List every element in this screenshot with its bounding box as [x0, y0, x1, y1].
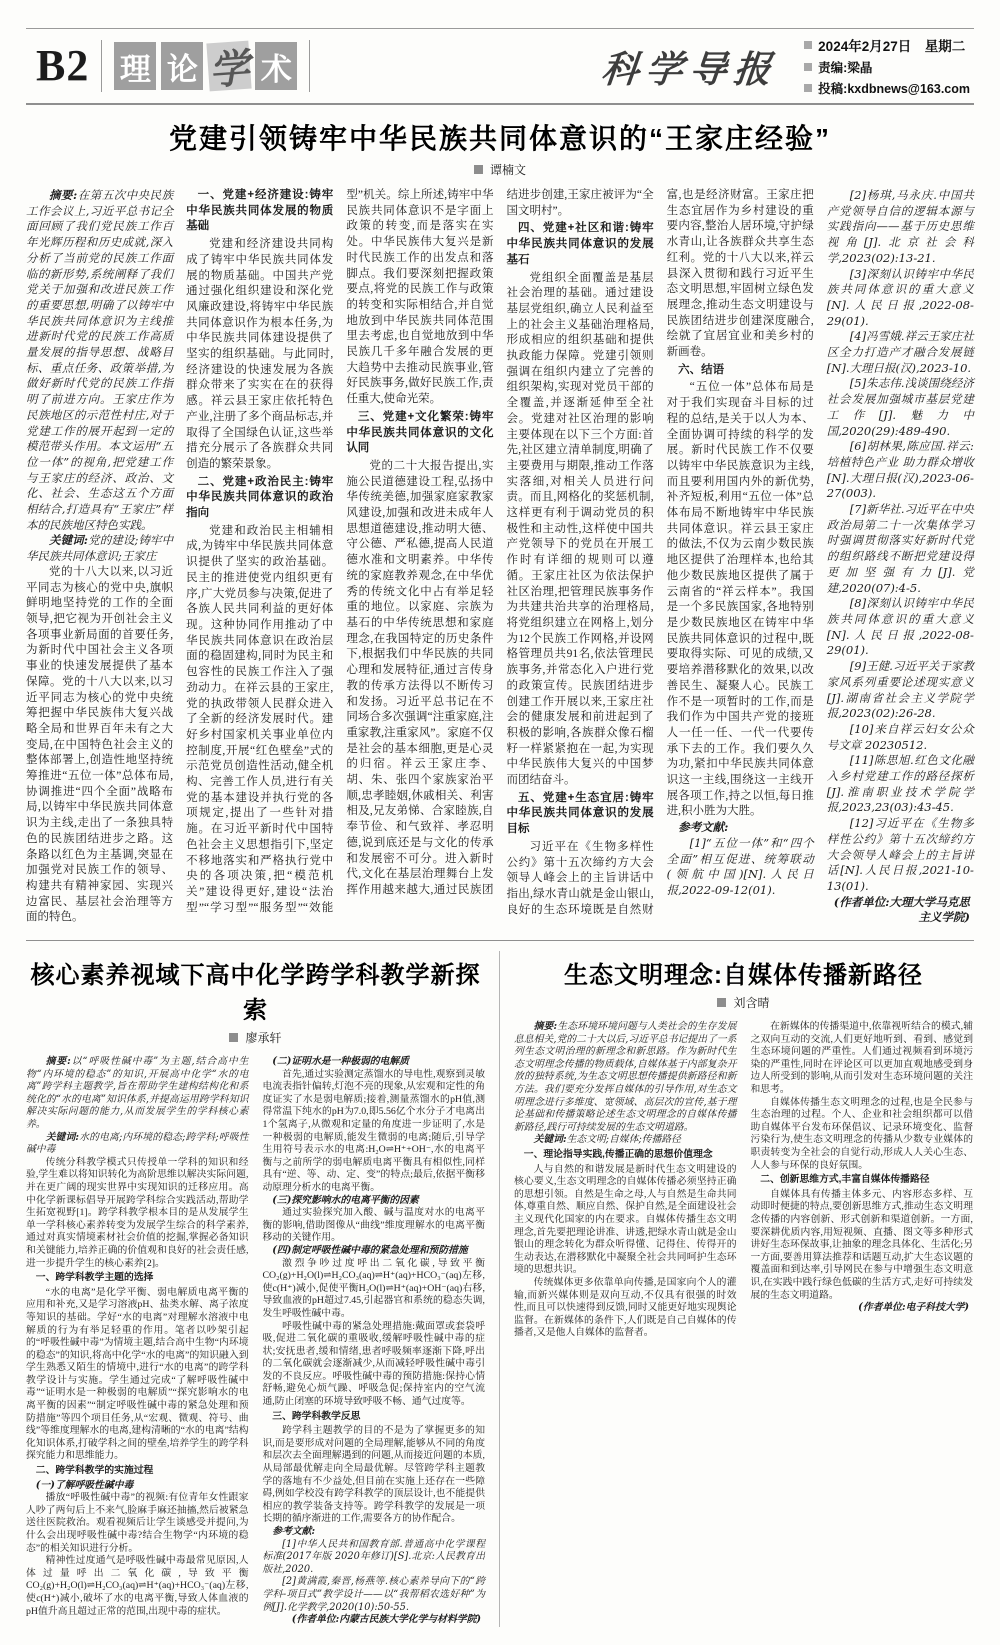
author-affiliation: (作者单位:电子科技大学) [858, 1302, 969, 1314]
author-affiliation: (作者单位:大理大学马克思主义学院) [833, 894, 970, 925]
editor-line: 责编:梁晶 [804, 58, 970, 76]
paragraph: 关键词:生态文明;自媒体;传播路径 [533, 1134, 681, 1146]
section-char-box: 学 [207, 41, 252, 92]
paragraph: 党组织全面覆盖是基层社会治理的基础。通过建设基层党组织,确立人民利益至上的社会主义基础治理格局,形成相应的组织基础和提供执政能力保障。党建引领则强调在组织内建立了完善的组织架构,实现对党员干部的全覆盖,并逐渐延伸至全社会。党建对社区治理的影响主要体现在以下三个方面:首先,社区建立清单制度,明确了主要费用与期限,推动工作落实落细,对相关人员进行问责。而且,网格化的奖惩机制,这样更有利于调动党员的积极性和主动性,这样使中国共产党领导下的党员在开展工作时有详细的规则可以遵循。王家庄社区为依法保护社区治理,把管理民族事务作为共建共治共享的治理格局,将党组织建立在网格上,划分为12个民族工作网格,并设网格管理员共91名,依法管理民族事务,并常态化入户进行党的政策宣传。民族团结进步创建工作开展以来,王家庄社会的健康发展和前进起到了积极的影响,各族群众像石榴籽一样紧紧抱在一起,为实现中华民族伟大复兴的中国梦而团结奋斗。 [506, 271, 654, 787]
header-info [804, 35, 970, 97]
paragraph: 摘要:在第五次中央民族工作会议上,习近平总书记全面回顾了我们党民族工作百年光辉历程和历史成就,深入分析了当前党的民族工作面临的新形势,系统阐释了我们党关于加强和改进民族工作的重要思想,明确了以铸牢中华民族共同体意识为主线推进新时代党的民族工作高质量发展的指导思想、战略目标、重点任务、政策举措,为做好新时代党的民族工作指明了前进方向。王家庄作为民族地区的示范性村庄,对于党建工作的展开起到一定的模范带头作用。本文运用“五位一体”的视角,把党建工作与王家庄的经济、政治、文化、社会、生态这五个方面相结合,打造具有“王家庄”样本的民族地区特色实践。 [26, 188, 174, 532]
header-divider [309, 40, 310, 92]
paragraph: [12]习近平在《生物多样性公约》第十五次缔约方大会领导人峰会上的主旨讲话[N].人民日报,2021-10-13(01). [826, 816, 974, 893]
bullet-square-icon [804, 41, 812, 49]
section-heading: 一、党建+经济建设:铸牢中华民族共同体发展的物质基础 [186, 189, 334, 233]
paragraph: 习近平在《生物多样性公约》第十五次缔约方大会领导人峰会上的主旨讲话中指出,绿水青山就是金山银山,良好的生态环境既是自然财富,也是经济财富。王家庄把生态宜居作为乡村建设的重要内容,整治人居环境,守护绿水青山,让各族群众共享生态红利。党的十八大以来,祥云县深入贯彻和践行习近平生态文明思想,牢固树立绿色发展理念,推动生态文明建设与民族团结进步创建深度融合,绘就了宜居宜业和美乡村的新画卷。 [506, 189, 814, 916]
section-heading: 一、跨学科教学主题的选择 [35, 1272, 154, 1284]
paragraph: 关键词:水的电离;内环境的稳态;跨学科;呼吸性碱中毒 [26, 1131, 249, 1156]
byline-square-icon [717, 998, 726, 1007]
header-left [36, 40, 310, 92]
bullet-square-icon [804, 63, 812, 71]
bottom-articles-row [26, 951, 974, 1627]
edition-label: B2 [36, 41, 90, 90]
author-name: 廖承轩 [245, 1031, 282, 1046]
vertical-divider [499, 951, 500, 1627]
paragraph: 激烈争吵过度呼出二氧化碳,导致平衡CO₂(g)+H₂O(l)⇌H₂CO₃(aq)⇌H⁺(aq)+HCO₃⁻(aq)左移,使c(H⁺)减小,促使平衡H₂O(l)⇌H⁺(aq)+OH⁻(aq)右移,导致血液的pH超过7.45,引起器官和系统的稳态失调,发生呼吸性碱中毒。 [262, 1257, 485, 1319]
section-heading: 三、跨学科教学反思 [272, 1410, 361, 1422]
article-body-columns [26, 1056, 485, 1627]
article-title: 党建引领铸牢中华民族共同体意识的“王家庄经验” [168, 123, 831, 154]
paragraph: [7]新华社.习近平在中央政治局第二十一次集体学习时强调贯彻落实好新时代党的组织路线不断把党建设得更加坚强有力[J].党建,2020(07):4-5. [826, 502, 974, 595]
author-name: 谭楠文 [489, 163, 526, 177]
section-divider-rule [26, 940, 974, 941]
page-header [26, 29, 974, 103]
section-char-box: 论 [161, 42, 203, 90]
paragraph: [11]陈思旭.红色文化融入乡村党建工作的路径探析[J].淮南职业技术学院学报,2023,23(03):43-45. [826, 753, 974, 815]
section-heading: 三、党建+文化繁荣:铸牢中华民族共同体意识的文化认同 [346, 410, 494, 455]
header-divider [101, 40, 102, 92]
paragraph: 关键词:党的建设;铸牢中华民族共同体意识;王家庄 [26, 533, 174, 564]
paragraph: 自媒体传播生态文明理念的过程,也是全民参与生态治理的过程。个人、企业和社会组织都可以借助自媒体平台发布环保倡议、记录环境变化、监督污染行为,使生态文明理念的传播从少数专业媒体的职责转变为全社会的自觉行动,形成人人关心生态、人人参与环保的良好氛围。 [750, 1096, 973, 1171]
section-heading: (二)证明水是一种极弱的电解质 [272, 1056, 409, 1068]
byline-square-icon [229, 1033, 238, 1042]
article-body-columns [514, 1021, 973, 1340]
section-heading: 六、结语 [678, 363, 725, 376]
paragraph: [3]深刻认识铸牢中华民族共同体意识的重大意义[N].人民日报,2022-08-29(01). [826, 266, 974, 328]
byline-square-icon [474, 165, 483, 174]
byline [514, 994, 973, 1011]
section-heading: (三)探究影响水的电离平衡的因素 [272, 1194, 419, 1206]
section-heading: (一)了解呼吸性碱中毒 [35, 1479, 134, 1491]
paragraph: [4]冯雪娥.祥云王家庄社区全力打造产才融合发展链[N].大理日报(汉),2023-10. [826, 329, 974, 375]
submit-line: 投稿:kxdbnews@163.com [804, 79, 970, 97]
paragraph: 自媒体具有传播主体多元、内容形态多样、互动即时便捷的特点,要创新思维方式,推动生态文明理念传播的内容创新、形式创新和渠道创新。一方面,要深耕优质内容,用短视频、直播、图文等多种形式讲好生态环保故事,让抽象的理念具体化、生活化;另一方面,要善用算法推荐和话题互动,扩大生态议题的覆盖面和到达率,引导网民在参与中增强生态文明意识,在实践中践行绿色低碳的生活方式,走好可持续发展的生态文明道路。 [750, 1188, 973, 1301]
author-name: 刘含晴 [733, 996, 770, 1011]
paragraph: 党的十八大以来,以习近平同志为核心的党中央,旗帜鲜明地坚持党的工作的全面领导,把它视为开创社会主义各项事业新局面的首要任务,为新时代中国社会主义各项事业的快速发展提供了基本保障。党的十八大以来,以习近平同志为核心的党中央统筹把握中华民族伟大复兴战略全局和世界百年未有之大变局,在中国特色社会主义的整体部署上,创造性地坚持统筹推进“五位一体”总体布局,协调推进“四个全面”战略布局,以铸牢中华民族共同体意识为主线,走出了一条独具特色的民族团结进步之路。这条路以红色为主基调,突显在加强党对民族工作的领导、构建共有精神家园、实现兴边富民、基层社会治理等方面的特色。 [26, 565, 174, 924]
paragraph: 跨学科主题教学的目的不是为了掌握更多的知识,而是要形成对问题的全局理解,能够从不同的角度和层次去全面理解遇到的问题,从而接近问题的本质,从局部最优解走向全局最优解。尽管跨学科主题教学的落地有不少益处,但目前在实施上还存在一些障碍,例如学校没有跨学科教学的顶层设计,也不能提供相应的教学装备支持等。跨学科教学的发展是一项长期的循序渐进的工作,需要各方的协作配合。 [262, 1425, 485, 1525]
bullet-square-icon [804, 84, 812, 92]
author-affiliation: (作者单位:内蒙古民族大学化学与材料学院) [291, 1614, 481, 1626]
section-heading: 参考文献: [272, 1526, 316, 1538]
paragraph: 精神性过度通气是呼吸性碱中毒最常见原因,人体过量呼出二氧化碳,导致平衡CO₂(g)+H₂O(l)⇌H₂CO₃(aq)⇌H⁺(aq)+HCO₃⁻(aq)左移,使c(H⁺)减小,破坏了水的电离平衡,导致人体血液的pH值升高且超过正常的范围,出现中毒的症状。 [26, 1555, 249, 1617]
section-heading: 一、理论指导实践,传播正确的思想价值理念 [523, 1148, 713, 1160]
header-right [599, 35, 970, 97]
section-heading: 四、党建+社区和谐:铸牢中华民族共同体意识的发展基石 [506, 222, 654, 266]
section-char-box: 术 [255, 42, 297, 90]
paragraph: [9]王健.习近平关于家教家风系列重要论述现实意义[J].湖南省社会主义学院学报,2023(02):26-28. [826, 659, 974, 721]
section-heading: 二、党建+政治民主:铸牢中华民族共同体意识的政治指向 [186, 475, 334, 520]
paragraph: 通过实验探究加入酸、碱与温度对水的电离平衡的影响,借助图像从“曲线”维度理解水的电离平衡移动的关键作用。 [262, 1207, 485, 1244]
paragraph: 在新媒体的传播渠道中,依靠视听结合的模式,辅之双向互动的交流,人们更好地听到、看到、感觉到生态环境问题的严重性。人们通过视频看到环境污染的严重性,同时在评论区可以更加直观地感受到身边人所受到的影响,从而引发对生态环境问题的关注和思考。 [750, 1021, 973, 1096]
byline [26, 1029, 485, 1046]
bottom-article-left [26, 951, 485, 1627]
masthead: 科学导报 [599, 47, 781, 91]
byline [26, 161, 974, 178]
section-heading: 二、跨学科教学的实施过程 [35, 1465, 154, 1477]
paragraph: [10]来自祥云妇女公众号文章 20230512. [826, 721, 974, 752]
section-logo [114, 42, 297, 94]
paragraph: [8]深刻认识铸牢中华民族共同体意识的重大意义[N].人民日报,2022-08-29(01). [826, 596, 974, 658]
paragraph: [1]“五位一体”和“四个全面”相互促进、统筹联动(领航中国)[N].人民日报,2022-09-12(01). [666, 835, 814, 897]
paragraph: [1]中华人民共和国教育部.普通高中化学课程标准(2017年版 2020年修订)[S].北京:人民教育出版社,2020. [262, 1538, 485, 1575]
paragraph: 党建和经济建设共同构成了铸牢中华民族共同体发展的物质基础。中国共产党通过强化组织建设和深化党风廉政建设,将铸牢中华民族共同体意识作为根本任务,为中华民族共同体建设提供了坚实的组织基础。与此同时,经济建设的快速发展为各族群众带来了实实在在的获得感。祥云县王家庄依托特色产业,注册了多个商品标志,并取得了全国绿色认证,这些举措充分展示了各族群众共同创造的繁荣景象。 [186, 238, 334, 470]
paragraph: 首先,通过实验测定蒸馏水的导电性,观察到灵敏电流表指针偏转,灯泡不亮的现象,从宏观和定性的角度证实了水是弱电解质;接着,测量蒸馏水的pH值,测得常温下纯水的pH为7.0,即5.56亿个水分子才电离出1个氢离子,从微观和定量的角度进一步证明了,水是一种极弱的电解质,能发生微弱的电离;随后,引导学生用符号表示水的电离:H₂O⇌H⁺+OH⁻,水的电离平衡与之前所学的弱电解质电离平衡具有相似性,同样具有“逆、等、动、定、变”的特点;最后,依据平衡移动原理分析水的电离平衡。 [262, 1068, 485, 1193]
paragraph: [5]朱志伟.浅谈围绕经济社会发展加强城市基层党建工作[J].魅力中国,2020(29):489-490. [826, 376, 974, 438]
paragraph: “水的电离”是化学平衡、弱电解质电离平衡的应用和补充,又是学习溶液pH、盐类水解、离子浓度等知识的基础。学好“水的电离”对理解水溶液中电解质的行为有举足轻重的作用。笔者以吵架引起的“呼吸性碱中毒”为情境主题,结合高中生物“内环境的稳态”的知识,将高中化学“水的电离”的知识融入到学生熟悉又陌生的情境中,进行“水的电离”的跨学科教学设计与实施。学生通过完成“了解呼吸性碱中毒”“证明水是一种极弱的电解质”“探究影响水的电离平衡的因素”“制定呼吸性碱中毒的紧急处理和预防措施”等四个项目任务,从“宏观、微观、符号、曲线”等维度理解水的电离,建构清晰的“水的电离”结构化知识体系,打破学科之间的壁垒,培养学生的跨学科探究能力和思维能力。 [26, 1286, 249, 1462]
paragraph: 播放“呼吸性碱中毒”的视频:有位青年女性跟家人吵了两句后上不来气,脸麻手麻还抽搐,然后被紧急送往医院救治。观看视频后让学生谈感受并提问,为什么会出现呼吸性碱中毒?结合生物学“内环境的稳态”的相关知识进行分析。 [26, 1492, 249, 1554]
paragraph: 传统媒体更多依靠单向传播,是国家向个人的灌输,而新兴媒体则是双向互动,不仅具有很强的时效性,而且可以快速得到反馈,同时又能更好地实现舆论监督。在新媒体的条件下,人们既是自己自媒体的传播者,又是他人自媒体的监督者。 [514, 1276, 737, 1339]
section-heading: 参考文献: [678, 820, 729, 835]
section-heading: 五、党建+生态宜居:铸牢中华民族共同体意识的发展目标 [506, 791, 654, 836]
paragraph: 传统分科教学模式只传授单一学科的知识和经验,学生难以将知识转化为高阶思维以解决实际问题,并在更广阔的现实世界中实现知识的迁移应用。高中化学新课标倡导开展跨学科综合实践活动,帮助学生拓宽视野[1]。跨学科教学根本目的是从发展学生单一学科核心素养转变为发展学生综合的科学素养,通过对真实情境素材社会价值的挖掘,掌握必备知识和关键能力,培养正确的价值观和良好的社会责任感,进一步提升学生的核心素养[2]。 [26, 1156, 249, 1269]
paragraph: [2]杨琪,马永庆.中国共产党领导自信的逻辑本源与实践指向——基于历史思维视角[J].北京社会科学,2023(02):13-21. [826, 188, 974, 265]
paragraph: 呼吸性碱中毒的紧急处理措施:戴面罩或套袋呼吸,促进二氧化碳的重吸收,缓解呼吸性碱中毒的症状;安抚患者,缓和情绪,患者呼吸频率逐渐下降,呼出的二氧化碳就会逐渐减少,从而减轻呼吸性碱中毒引发的不良反应。呼吸性碱中毒的预防措施:保持心情舒畅,避免心烦气躁、呼吸急促;保持室内的空气流通,防止闭塞的环境导致呼吸不畅、通气过度等。 [262, 1320, 485, 1408]
section-heading: 二、创新思维方式,丰富自媒体传播路径 [760, 1174, 930, 1186]
paragraph: [6]胡林果,陈应国.祥云:培植特色产业 助力群众增收[N].大理日报(汉),2023-06-27(003). [826, 439, 974, 501]
date-line: 2024年2月27日 星期二 [804, 35, 970, 55]
paragraph: 摘要:生态环境环境问题与人类社会的生存发展息息相关,党的二十大以后,习近平总书记提出了一系列生态文明治理的新理念和新思路。作为新时代生态文明理念传播的物质载体,自媒体基于内部复杂开放的独特系统,为生态文明思想传播提供新路径和新方法。我们要充分发挥自媒体的引导作用,对生态文明理念进行多维度、宽领域、高层次的宣传,基于理论基础和传播策略论述生态文明理念的自媒体传播新路径,践行可持续发展的生态文明道路。 [514, 1021, 737, 1133]
paragraph: “五位一体”总体布局是对于我们实现奋斗目标的过程的总结,是关于以人为本、全面协调可持续的科学的发展。新时代民族工作不仅要以铸牢中华民族意识为主线,而且要利用国内外的新优势,补齐短板,利用“五位一体”总体布局不断地铸牢中华民族共同体意识。祥云县王家庄的做法,不仅为云南少数民族地区提供了治理样本,也给其他少数民族地区提供了属于云南省的“祥云样本”。我国是一个多民族国家,各地特别是少数民族地区在铸牢中华民族共同体意识的过程中,既要取得实际、可见的成绩,又要培养潜移默化的效果,以改善民生、凝聚人心。民族工作不是一项暂时的工作,而是我们作为中国共产党的接班人一任一任、一代一代要传承下去的工作。我们要久久为功,紧扣中华民族共同体意识这一主线,围绕这一主线开展各项工作,持之以恒,每日推进,积小胜为大胜。 [666, 381, 814, 818]
paragraph: 人与自然的和谐发展是新时代生态文明建设的核心要义,生态文明理念的自媒体传播必须坚持正确的思想引领。自然是生命之母,人与自然是生命共同体,尊重自然、顺应自然、保护自然,是全面建设社会主义现代化国家的内在要求。自媒体传播生态文明理念,首先要把理论讲准、讲透,把绿水青山就是金山银山的理念转化为群众听得懂、记得住、传得开的生动表达,在潜移默化中凝聚全社会共同呵护生态环境的思想共识。 [514, 1163, 737, 1276]
paragraph: 摘要:以“呼吸性碱中毒”为主题,结合高中生物“内环境的稳态”的知识,开展高中化学“水的电离”跨学科主题教学,旨在帮助学生建构结构化和系统化的“水的电离”知识体系,并提高运用跨学科知识解决实际问题的能力,从而发展学生的学科核心素养。 [26, 1056, 249, 1131]
article-title: 生态文明理念:自媒体传播新路径 [564, 962, 923, 990]
article-body-columns [26, 188, 974, 926]
main-article [26, 105, 974, 926]
paragraph: 党建和政治民主相辅相成,为铸牢中华民族共同体意识提供了坚实的政治基础。民主的推进使党内组织更有序,广大党员参与决策,促进了各族人民共同利益的更好体现。这种协同作用推动了中华民族共同体意识在政治层面的稳固建构,同时为民主和包容性的民族工作注入了强劲动力。在祥云县的王家庄,党的执政带领人民群众进入了全新的经济发展时代。建好乡村国家机关事业单位内控制度,开展“红色壁垒”式的示范党员创造性活动,健全机构、完善工作人员,进行有关党的基本建设并执行党的各项规定,提出了一些针对措施。在习近平新时代中国特色社会主义思想指引下,坚定不移地落实和严格执行党中央的各项决策,把“模范机关”建设得更好,建设“法治型”“学习型”“服务型”“效能型”机关。综上所述,铸牢中华民族共同体意识不是字面上政策的转变,而是落实在实处。中华民族伟大复兴是新时代民族工作的出发点和落脚点。我们要深刻把握政策要点,将党的民族工作与政策的转变和实际相结合,并自觉地放到中华民族共同体范围里去考虑,也自觉地放到中华民族几千多年融合发展的更大趋势中去推动民族事业,管好民族事务,做好民族工作,责任重大,使命光荣。 [186, 189, 494, 914]
paragraph: [2]黄满霞,秦晋,杨燕等.核心素养导向下的“跨学科-项目式”教学设计——以“我帮稻农选好种”为例[J].化学教学,2020(10):50-55. [262, 1576, 485, 1613]
article-title: 核心素养视域下高中化学跨学科教学新探索 [30, 962, 481, 1025]
section-heading: (四)制定呼吸性碱中毒的紧急处理和预防措施 [272, 1244, 468, 1256]
bottom-article-right [514, 951, 973, 1627]
section-char-box: 理 [114, 42, 156, 90]
paragraph: 党的二十大报告提出,实施公民道德建设工程,弘扬中华传统美德,加强家庭家教家风建设,加强和改进未成年人思想道德建设,推动明大德、守公德、严私德,提高人民道德水准和文明素养。中华传统的家庭教养观念,在中华优秀的传统文化中占有举足轻重的地位。以家庭、宗族为基石的中华传统思想和家庭理念,在我国特定的历史条件下,根据我们中华民族的共同心理和发展特征,通过言传身教的传承方法得以不断传习和发扬。习近平总书记在不同场合多次强调“注重家庭,注重家教,注重家风”。家庭不仅是社会的基本细胞,更是心灵的归宿。祥云王家庄李、胡、朱、张四个家族家治平顺,忠孝睦姻,休戚相关、利害相及,兄友弟悌、合家睦族,自奉节俭、和气致祥、孝忍明德,说到底还是与文化的传承和发展密不可分。进入新时代,文化在基层治理舞台上发挥作用越来越大,通过民族团结进步创建,王家庄被评为“全国文明村”。 [346, 189, 654, 896]
